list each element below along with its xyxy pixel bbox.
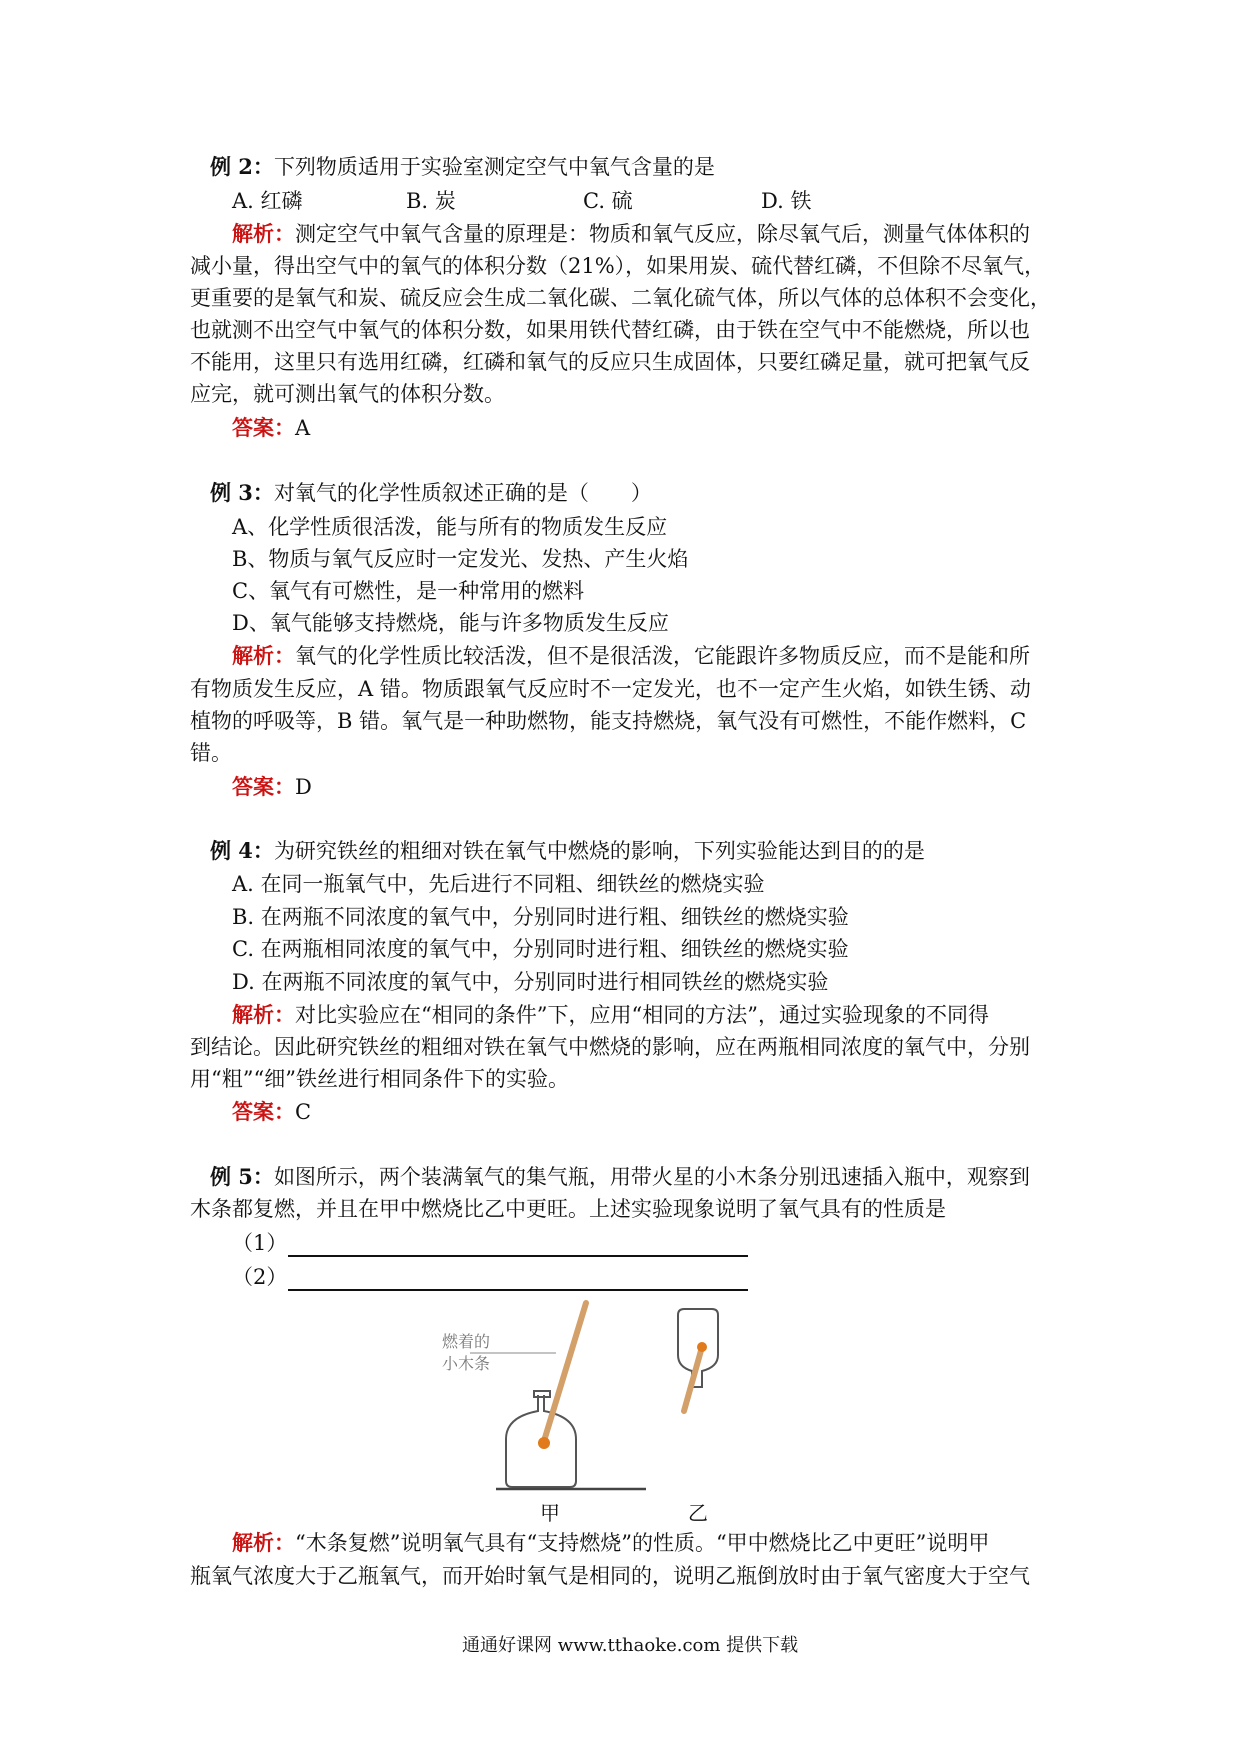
option-b: B. 炭 — [406, 189, 456, 213]
example-4-question — [210, 836, 925, 866]
example-label: 例 5： — [210, 1164, 274, 1189]
analysis-line: 有物质发生反应，A 错。物质跟氧气反应时不一定发光，也不一定产生火焰，如铁生锈、动 — [190, 677, 1031, 701]
option-c: C. 硫 — [583, 189, 633, 213]
analysis-line: 错。 — [190, 741, 232, 765]
example-label: 例 3： — [210, 480, 274, 505]
analysis-line: 应完，就可测出氧气的体积分数。 — [190, 382, 505, 406]
question-text: 为研究铁丝的粗细对铁在氧气中燃烧的影响，下列实验能达到目的的是 — [273, 839, 925, 863]
example-2-question — [210, 152, 715, 182]
option-b: B. 在两瓶不同浓度的氧气中，分别同时进行粗、细铁丝的燃烧实验 — [232, 905, 849, 929]
answer-line — [232, 1097, 311, 1127]
analysis-line: 更重要的是氧气和炭、硫反应会生成二氧化碳、二氧化硫气体，所以气体的总体积不会变化， — [190, 286, 1051, 310]
analysis-line — [232, 1000, 989, 1030]
analysis-line — [232, 1528, 989, 1558]
question-text: 对氧气的化学性质叙述正确的是（ ） — [273, 481, 652, 505]
option-b: B、物质与氧气反应时一定发光、发热、产生火焰 — [232, 547, 689, 571]
answer-label: 答案： — [232, 415, 295, 440]
analysis-line: 植物的呼吸等，B 错。氧气是一种助燃物，能支持燃烧，氧气没有可燃性，不能作燃料，C — [190, 709, 1027, 733]
answer-line — [232, 772, 312, 802]
experiment-figure — [420, 1295, 800, 1525]
analysis-text: 测定空气中氧气含量的原理是：物质和氧气反应，除尽氧气后，测量气体体积的 — [295, 222, 1030, 246]
stick-label-1: 燃着的 — [442, 1332, 491, 1351]
analysis-text: 氧气的化学性质比较活泼，但不是很活泼，它能跟许多物质反应，而不是能和所 — [295, 644, 1030, 668]
answer-label: 答案： — [232, 774, 295, 799]
answer-value: D — [295, 775, 312, 799]
stick-label-2: 小木条 — [442, 1354, 491, 1373]
answer-value: A — [295, 416, 311, 440]
option-a: A. 红磷 — [232, 189, 303, 213]
example-label: 例 4： — [210, 838, 274, 863]
analysis-line — [232, 641, 1030, 671]
bottle-yi-label: 乙 — [688, 1501, 708, 1525]
example-3-question — [210, 478, 652, 508]
answer-blank-1[interactable] — [288, 1255, 748, 1257]
option-d: D、氧气能够支持燃烧，能与许多物质发生反应 — [232, 611, 669, 635]
analysis-line — [232, 219, 1030, 249]
option-d: D. 铁 — [761, 189, 812, 213]
bottle-jia-label: 甲 — [540, 1501, 560, 1525]
option-a: A. 在同一瓶氧气中，先后进行不同粗、细铁丝的燃烧实验 — [232, 872, 765, 896]
answer-value: C — [295, 1100, 312, 1124]
wood-stick-icon — [684, 1342, 707, 1411]
question-text: 下列物质适用于实验室测定空气中氧气含量的是 — [273, 155, 715, 179]
analysis-line: 到结论。因此研究铁丝的粗细对铁在氧气中燃烧的影响，应在两瓶相同浓度的氧气中，分别 — [190, 1035, 1030, 1059]
option-d: D. 在两瓶不同浓度的氧气中，分别同时进行相同铁丝的燃烧实验 — [232, 970, 829, 994]
answer-blank-2[interactable] — [288, 1289, 748, 1291]
option-a: A、化学性质很活泼，能与所有的物质发生反应 — [232, 515, 668, 539]
page-footer: 通通好课网 www.tthaoke.com 提供下载 — [462, 1635, 799, 1656]
example-5-question — [210, 1162, 1030, 1192]
analysis-line: 瓶氧气浓度大于乙瓶氧气，而开始时氧气是相同的，说明乙瓶倒放时由于氧气密度大于空气 — [190, 1564, 1030, 1588]
analysis-text: 对比实验应在“相同的条件”下，应用“相同的方法”，通过实验现象的不同得 — [295, 1003, 989, 1027]
analysis-label: 解析： — [232, 221, 295, 246]
analysis-line: 也就测不出空气中氧气的体积分数，如果用铁代替红磷，由于铁在空气中不能燃烧，所以也 — [190, 318, 1030, 342]
analysis-label: 解析： — [232, 643, 295, 668]
wood-stick-icon — [538, 1303, 586, 1449]
answer-label: 答案： — [232, 1099, 295, 1124]
bottle-jia-icon — [496, 1391, 646, 1489]
answer-line — [232, 413, 310, 443]
blank-label-2: （2） — [232, 1265, 288, 1289]
example-label: 例 2： — [210, 154, 274, 179]
question-text: 如图所示，两个装满氧气的集气瓶，用带火星的小木条分别迅速插入瓶中，观察到 — [273, 1165, 1030, 1189]
option-c: C、氧气有可燃性，是一种常用的燃料 — [232, 579, 585, 603]
analysis-line: 不能用，这里只有选用红磷，红磷和氧气的反应只生成固体，只要红磷足量，就可把氧气反 — [190, 350, 1030, 374]
analysis-line: 用“粗”“细”铁丝进行相同条件下的实验。 — [190, 1067, 569, 1091]
analysis-line: 减小量，得出空气中的氧气的体积分数（21%），如果用炭、硫代替红磷，不但除不尽氧气， — [190, 254, 1046, 278]
analysis-text: “木条复燃”说明氧气具有“支持燃烧”的性质。“甲中燃烧比乙中更旺”说明甲 — [295, 1531, 990, 1555]
analysis-label: 解析： — [232, 1530, 295, 1555]
option-c: C. 在两瓶相同浓度的氧气中，分别同时进行粗、细铁丝的燃烧实验 — [232, 937, 849, 961]
analysis-label: 解析： — [232, 1002, 295, 1027]
question-text: 木条都复燃，并且在甲中燃烧比乙中更旺。上述实验现象说明了氧气具有的性质是 — [190, 1197, 946, 1221]
blank-label-1: （1） — [232, 1231, 288, 1255]
